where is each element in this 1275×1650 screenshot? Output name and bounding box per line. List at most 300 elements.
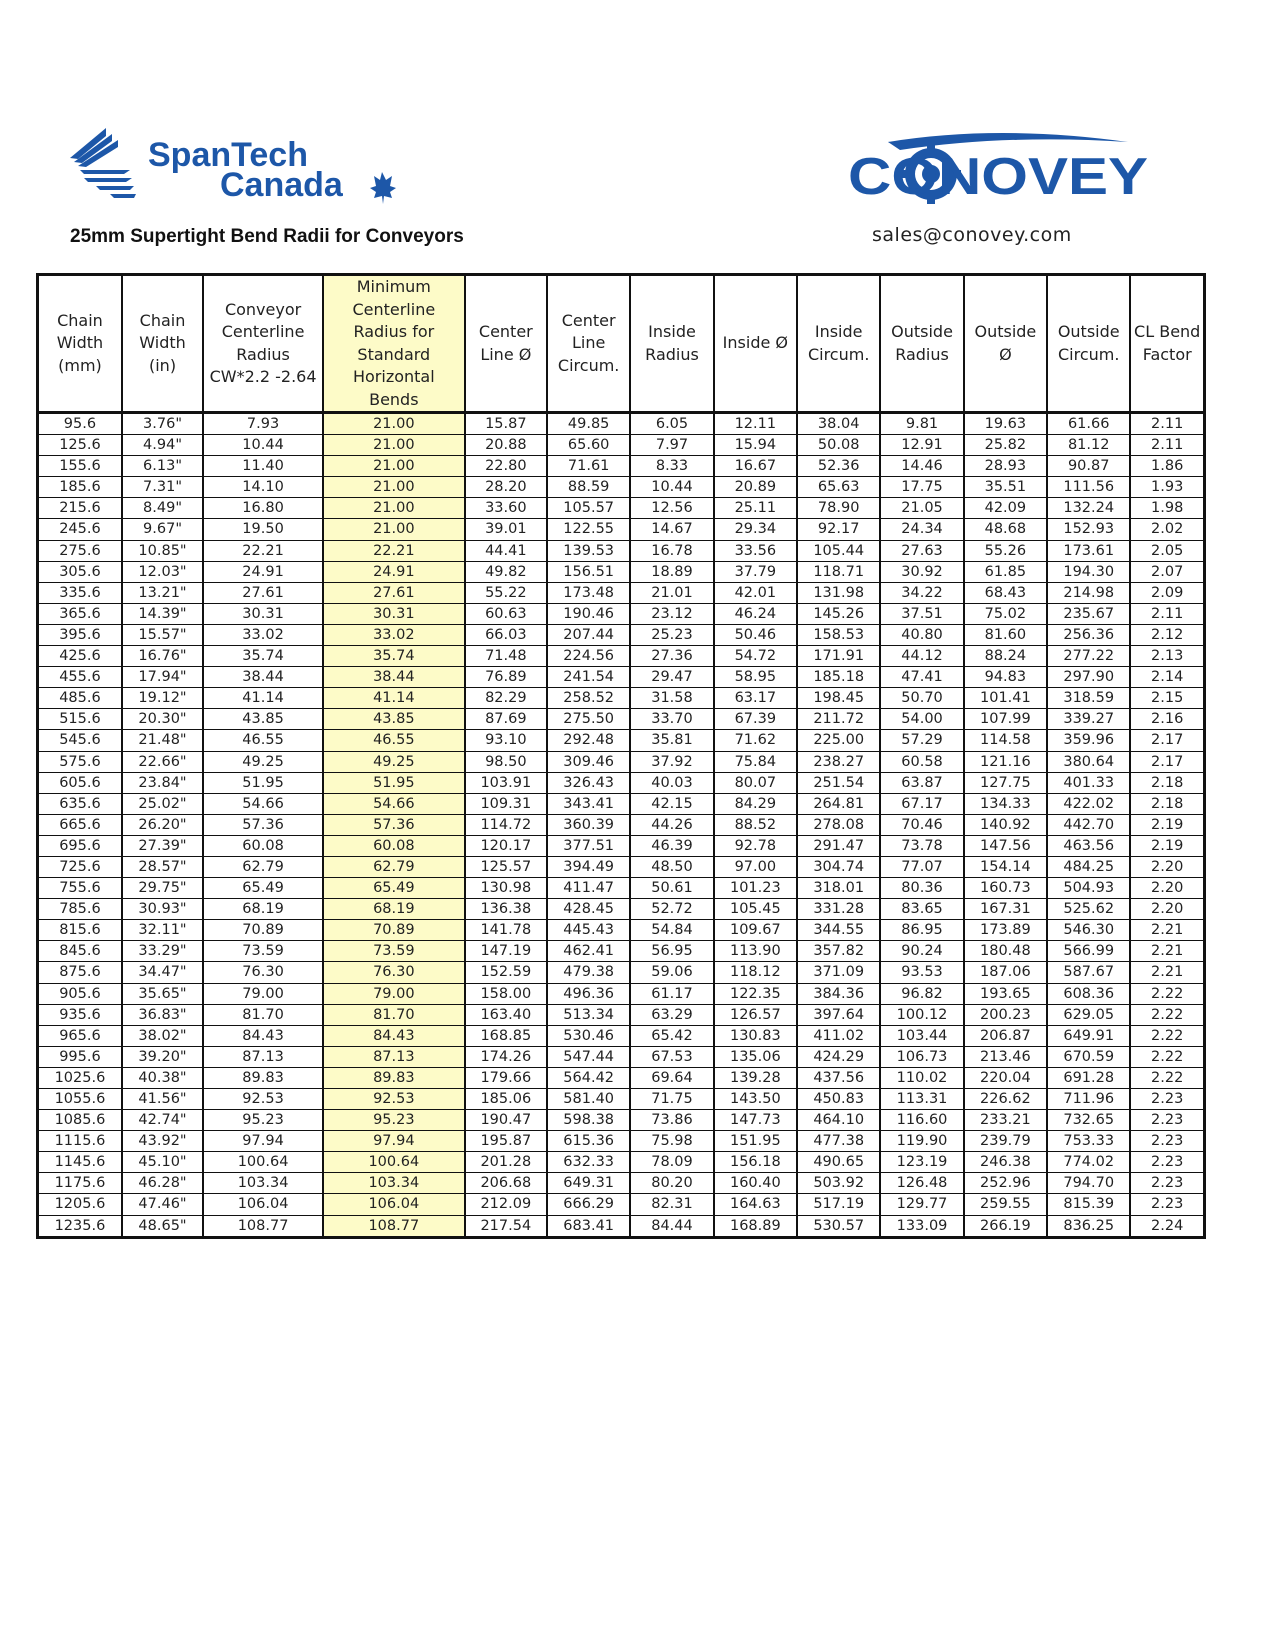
table-cell: 41.56" [122,1089,203,1110]
table-cell: 2.23 [1130,1173,1204,1194]
table-row [38,603,1205,624]
table-cell: 68.19 [323,899,465,920]
table-cell: 27.39" [122,835,203,856]
table-cell: 201.28 [465,1152,547,1173]
table-row [38,1110,1205,1131]
table-cell: 156.51 [547,561,630,582]
table-cell: 238.27 [797,751,880,772]
table-cell: 2.23 [1130,1194,1204,1215]
table-cell: 37.51 [880,603,963,624]
table-row [38,1152,1205,1173]
table-cell: 46.39 [630,835,713,856]
table-cell: 54.72 [714,646,797,667]
table-cell: 359.96 [1047,730,1130,751]
table-cell: 42.15 [630,793,713,814]
table-cell: 19.50 [203,519,323,540]
table-cell: 185.18 [797,667,880,688]
table-cell: 27.61 [323,582,465,603]
table-cell: 2.09 [1130,582,1204,603]
logo-line2: Canada [220,166,343,204]
table-cell: 80.36 [880,878,963,899]
table-cell: 15.87 [465,413,547,435]
table-cell: 50.70 [880,688,963,709]
table-cell: 94.83 [964,667,1047,688]
table-cell: 615.36 [547,1131,630,1152]
table-cell: 225.00 [797,730,880,751]
table-cell: 530.46 [547,1025,630,1046]
table-row [38,1194,1205,1215]
table-cell: 207.44 [547,624,630,645]
table-cell: 34.47" [122,962,203,983]
table-row [38,1004,1205,1025]
table-cell: 2.07 [1130,561,1204,582]
table-cell: 40.38" [122,1067,203,1088]
table-cell: 173.48 [547,582,630,603]
table-cell: 97.94 [203,1131,323,1152]
table-cell: 29.47 [630,667,713,688]
table-cell: 235.67 [1047,603,1130,624]
table-cell: 215.6 [38,498,122,519]
table-cell: 213.46 [964,1046,1047,1067]
table-cell: 86.95 [880,920,963,941]
table-cell: 195.87 [465,1131,547,1152]
table-cell: 206.68 [465,1173,547,1194]
table-cell: 125.6 [38,435,122,456]
table-cell: 23.12 [630,603,713,624]
table-cell: 44.12 [880,646,963,667]
table-cell: 54.66 [203,793,323,814]
table-cell: 97.94 [323,1131,465,1152]
table-cell: 22.21 [323,540,465,561]
table-cell: 114.58 [964,730,1047,751]
table-cell: 65.49 [203,878,323,899]
table-cell: 71.62 [714,730,797,751]
table-row [38,793,1205,814]
table-cell: 326.43 [547,772,630,793]
table-cell: 29.34 [714,519,797,540]
table-cell: 47.41 [880,667,963,688]
table-cell: 40.80 [880,624,963,645]
table-cell: 275.50 [547,709,630,730]
table-cell: 147.73 [714,1110,797,1131]
table-cell: 171.91 [797,646,880,667]
table-cell: 6.13" [122,456,203,477]
table-cell: 394.49 [547,856,630,877]
table-cell: 75.84 [714,751,797,772]
table-cell: 93.53 [880,962,963,983]
table-cell: 73.59 [203,941,323,962]
table-cell: 212.09 [465,1194,547,1215]
table-row [38,814,1205,835]
table-cell: 22.80 [465,456,547,477]
table-cell: 87.13 [323,1046,465,1067]
logo-line1: SpanTech [148,136,308,174]
table-cell: 297.90 [1047,667,1130,688]
table-cell: 11.40 [203,456,323,477]
table-cell: 21.00 [323,477,465,498]
table-cell: 173.89 [964,920,1047,941]
table-cell: 21.00 [323,519,465,540]
column-header: Outside Circum. [1047,275,1130,413]
table-cell: 575.6 [38,751,122,772]
table-cell: 63.29 [630,1004,713,1025]
table-cell: 25.82 [964,435,1047,456]
table-cell: 445.43 [547,920,630,941]
table-cell: 233.21 [964,1110,1047,1131]
table-cell: 401.33 [1047,772,1130,793]
table-cell: 21.00 [323,456,465,477]
table-cell: 22.66" [122,751,203,772]
table-cell: 2.15 [1130,688,1204,709]
table-cell: 84.43 [323,1025,465,1046]
table-cell: 49.82 [465,561,547,582]
table-cell: 130.83 [714,1025,797,1046]
table-cell: 278.08 [797,814,880,835]
table-cell: 46.28" [122,1173,203,1194]
table-cell: 30.31 [203,603,323,624]
table-cell: 55.22 [465,582,547,603]
table-cell: 774.02 [1047,1152,1130,1173]
table-cell: 140.92 [964,814,1047,835]
table-cell: 357.82 [797,941,880,962]
table-cell: 20.88 [465,435,547,456]
table-cell: 450.83 [797,1089,880,1110]
table-cell: 105.45 [714,899,797,920]
table-cell: 25.23 [630,624,713,645]
table-row [38,772,1205,793]
table-cell: 16.80 [203,498,323,519]
table-cell: 23.84" [122,772,203,793]
table-cell: 37.79 [714,561,797,582]
column-header: Chain Width (mm) [38,275,122,413]
table-cell: 167.31 [964,899,1047,920]
table-cell: 275.6 [38,540,122,561]
table-cell: 31.58 [630,688,713,709]
table-cell: 89.83 [203,1067,323,1088]
table-cell: 2.23 [1130,1089,1204,1110]
table-cell: 277.22 [1047,646,1130,667]
table-cell: 12.56 [630,498,713,519]
table-cell: 21.00 [323,435,465,456]
table-cell: 57.36 [323,814,465,835]
table-cell: 44.41 [465,540,547,561]
table-cell: 395.6 [38,624,122,645]
table-cell: 39.20" [122,1046,203,1067]
table-cell: 98.50 [465,751,547,772]
table-cell: 360.39 [547,814,630,835]
table-cell: 1115.6 [38,1131,122,1152]
table-cell: 224.56 [547,646,630,667]
table-cell: 17.75 [880,477,963,498]
table-cell: 43.92" [122,1131,203,1152]
table-cell: 2.19 [1130,835,1204,856]
table-cell: 12.11 [714,413,797,435]
table-cell: 113.31 [880,1089,963,1110]
table-cell: 87.13 [203,1046,323,1067]
table-cell: 965.6 [38,1025,122,1046]
table-cell: 875.6 [38,962,122,983]
table-cell: 114.72 [465,814,547,835]
table-cell: 16.78 [630,540,713,561]
table-cell: 2.11 [1130,413,1204,435]
table-cell: 490.65 [797,1152,880,1173]
table-body [38,413,1205,1238]
table-cell: 38.44 [323,667,465,688]
table-cell: 136.38 [465,899,547,920]
table-cell: 139.28 [714,1067,797,1088]
table-cell: 54.66 [323,793,465,814]
table-cell: 160.73 [964,878,1047,899]
table-cell: 120.17 [465,835,547,856]
table-cell: 190.46 [547,603,630,624]
table-cell: 365.6 [38,603,122,624]
table-cell: 2.21 [1130,941,1204,962]
table-cell: 16.76" [122,646,203,667]
table-cell: 463.56 [1047,835,1130,856]
column-header: Minimum Centerline Radius for Standard Horizontal Bends [323,275,465,413]
table-cell: 108.77 [323,1215,465,1237]
table-cell: 1235.6 [38,1215,122,1237]
table-cell: 24.34 [880,519,963,540]
table-cell: 4.94" [122,435,203,456]
table-cell: 1175.6 [38,1173,122,1194]
table-cell: 118.12 [714,962,797,983]
table-cell: 635.6 [38,793,122,814]
table-cell: 46.55 [203,730,323,751]
table-cell: 80.20 [630,1173,713,1194]
table-cell: 126.57 [714,1004,797,1025]
table-cell: 598.38 [547,1110,630,1131]
table-cell: 35.51 [964,477,1047,498]
table-cell: 683.41 [547,1215,630,1237]
table-cell: 30.31 [323,603,465,624]
table-cell: 442.70 [1047,814,1130,835]
table-cell: 318.01 [797,878,880,899]
table-cell: 65.60 [547,435,630,456]
table-cell: 42.09 [964,498,1047,519]
table-cell: 455.6 [38,667,122,688]
table-cell: 109.67 [714,920,797,941]
table-row [38,435,1205,456]
table-row [38,561,1205,582]
table-cell: 65.49 [323,878,465,899]
table-cell: 15.94 [714,435,797,456]
table-cell: 2.02 [1130,519,1204,540]
table-cell: 845.6 [38,941,122,962]
table-cell: 145.26 [797,603,880,624]
table-cell: 3.76" [122,413,203,435]
table-row [38,730,1205,751]
table-cell: 90.24 [880,941,963,962]
table-cell: 125.57 [465,856,547,877]
table-cell: 246.38 [964,1152,1047,1173]
table-cell: 67.39 [714,709,797,730]
table-cell: 76.30 [323,962,465,983]
table-cell: 33.70 [630,709,713,730]
table-cell: 107.99 [964,709,1047,730]
table-row [38,582,1205,603]
table-cell: 28.57" [122,856,203,877]
table-cell: 193.65 [964,983,1047,1004]
table-row [38,941,1205,962]
table-cell: 608.36 [1047,983,1130,1004]
table-cell: 100.64 [323,1152,465,1173]
table-cell: 33.02 [323,624,465,645]
column-header: Outside Ø [964,275,1047,413]
table-cell: 1055.6 [38,1089,122,1110]
table-cell: 42.01 [714,582,797,603]
table-cell: 343.41 [547,793,630,814]
table-cell: 815.39 [1047,1194,1130,1215]
column-header: Center Line Ø [465,275,547,413]
table-cell: 344.55 [797,920,880,941]
table-cell: 21.00 [323,413,465,435]
table-cell: 60.63 [465,603,547,624]
table-row [38,1173,1205,1194]
table-cell: 24.91 [203,561,323,582]
table-cell: 34.22 [880,582,963,603]
table-cell: 59.06 [630,962,713,983]
table-cell: 73.78 [880,835,963,856]
table-cell: 2.22 [1130,1025,1204,1046]
table-cell: 51.95 [203,772,323,793]
table-cell: 103.34 [323,1173,465,1194]
table-cell: 12.91 [880,435,963,456]
table-row [38,413,1205,435]
table-cell: 815.6 [38,920,122,941]
table-cell: 158.00 [465,983,547,1004]
table-cell: 26.20" [122,814,203,835]
table-cell: 96.82 [880,983,963,1004]
table-cell: 84.43 [203,1025,323,1046]
table-cell: 41.14 [203,688,323,709]
table-cell: 28.93 [964,456,1047,477]
table-cell: 67.17 [880,793,963,814]
table-cell: 649.31 [547,1173,630,1194]
table-cell: 33.60 [465,498,547,519]
table-cell: 691.28 [1047,1067,1130,1088]
table-cell: 84.29 [714,793,797,814]
table-cell: 154.14 [964,856,1047,877]
table-cell: 33.56 [714,540,797,561]
table-row [38,751,1205,772]
table-cell: 38.04 [797,413,880,435]
table-cell: 10.44 [630,477,713,498]
table-cell: 2.16 [1130,709,1204,730]
table-cell: 49.85 [547,413,630,435]
table-cell: 77.07 [880,856,963,877]
table-cell: 1.93 [1130,477,1204,498]
table-cell: 2.12 [1130,624,1204,645]
table-cell: 25.11 [714,498,797,519]
table-cell: 190.47 [465,1110,547,1131]
table-cell: 566.99 [1047,941,1130,962]
table-cell: 62.79 [323,856,465,877]
table-cell: 111.56 [1047,477,1130,498]
table-cell: 62.79 [203,856,323,877]
table-cell: 70.46 [880,814,963,835]
table-cell: 38.02" [122,1025,203,1046]
table-cell: 50.46 [714,624,797,645]
table-cell: 14.46 [880,456,963,477]
table-cell: 123.19 [880,1152,963,1173]
table-row [38,456,1205,477]
table-cell: 56.95 [630,941,713,962]
table-cell: 695.6 [38,835,122,856]
table-cell: 30.92 [880,561,963,582]
table-cell: 38.44 [203,667,323,688]
table-cell: 226.62 [964,1089,1047,1110]
table-cell: 65.63 [797,477,880,498]
table-cell: 87.69 [465,709,547,730]
table-cell: 9.67" [122,519,203,540]
table-cell: 194.30 [1047,561,1130,582]
table-cell: 68.43 [964,582,1047,603]
table-cell: 666.29 [547,1194,630,1215]
page-title: 25mm Supertight Bend Radii for Conveyors [70,226,464,247]
table-cell: 131.98 [797,582,880,603]
table-cell: 66.03 [465,624,547,645]
table-cell: 147.19 [465,941,547,962]
table-cell: 291.47 [797,835,880,856]
table-cell: 122.35 [714,983,797,1004]
table-cell: 105.44 [797,540,880,561]
table-cell: 22.21 [203,540,323,561]
table-cell: 7.97 [630,435,713,456]
table-cell: 68.19 [203,899,323,920]
table-cell: 437.56 [797,1067,880,1088]
table-cell: 106.73 [880,1046,963,1067]
table-cell: 2.22 [1130,1067,1204,1088]
table-cell: 732.65 [1047,1110,1130,1131]
column-header: CL Bend Factor [1130,275,1204,413]
table-row [38,920,1205,941]
table-cell: 127.75 [964,772,1047,793]
column-header: Inside Circum. [797,275,880,413]
table-cell: 335.6 [38,582,122,603]
table-cell: 422.02 [1047,793,1130,814]
table-cell: 95.23 [323,1110,465,1131]
table-cell: 174.26 [465,1046,547,1067]
email-link[interactable]: sales@conovey.com [872,224,1072,246]
table-cell: 100.12 [880,1004,963,1025]
table-row [38,477,1205,498]
table-cell: 54.00 [880,709,963,730]
spantech-canada-logo [70,128,415,208]
table-row [38,498,1205,519]
table-cell: 129.77 [880,1194,963,1215]
table-cell: 81.70 [323,1004,465,1025]
table-cell: 42.74" [122,1110,203,1131]
table-cell: 305.6 [38,561,122,582]
table-cell: 52.36 [797,456,880,477]
table-cell: 905.6 [38,983,122,1004]
table-cell: 158.53 [797,624,880,645]
table-cell: 530.57 [797,1215,880,1237]
table-cell: 10.44 [203,435,323,456]
table-cell: 37.92 [630,751,713,772]
table-cell: 794.70 [1047,1173,1130,1194]
table-cell: 517.19 [797,1194,880,1215]
table-row [38,688,1205,709]
table-cell: 81.70 [203,1004,323,1025]
table-cell: 76.30 [203,962,323,983]
table-cell: 564.42 [547,1067,630,1088]
table-cell: 65.42 [630,1025,713,1046]
table-header [38,275,1205,413]
table-cell: 2.20 [1130,856,1204,877]
logo-text: CONOVEY [848,148,1148,206]
